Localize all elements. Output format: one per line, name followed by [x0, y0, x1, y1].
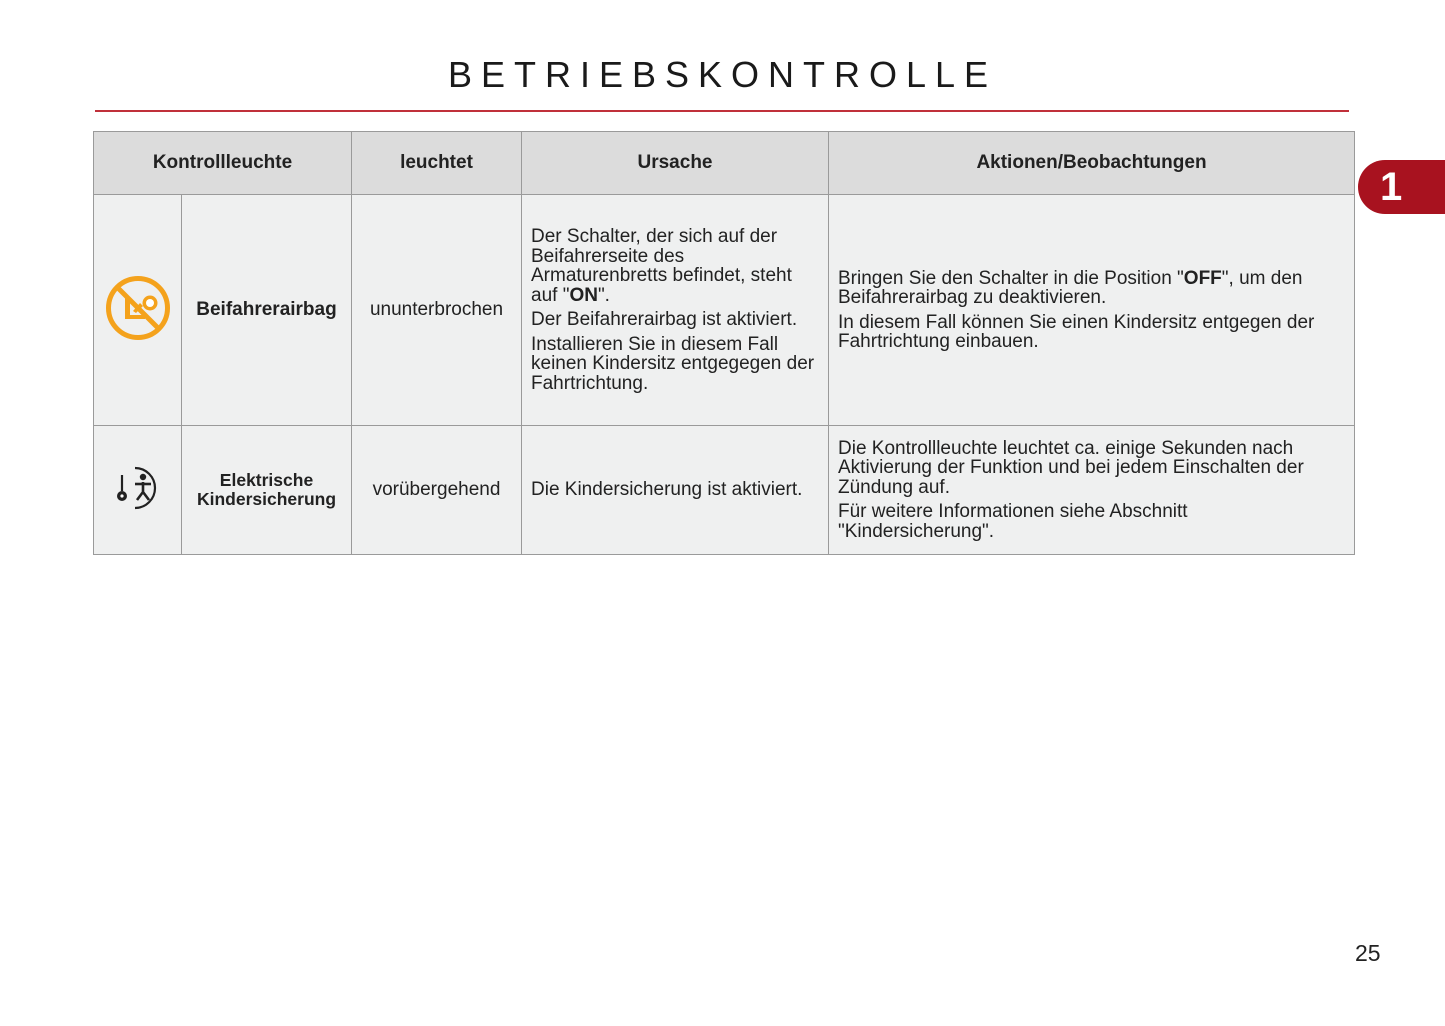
aktionen-paragraph: Bringen Sie den Schalter in die Position "OFF", um den Beifahrerairbag zu deaktivieren.: [838, 267, 1303, 308]
aktionen-paragraph: In diesem Fall können Sie einen Kindersitz entgegen der Fahrtrichtung einbauen.: [838, 311, 1315, 352]
ursache-cell: [522, 426, 829, 555]
aktionen-paragraph: Für weitere Informationen siehe Abschnitt "Kindersicherung".: [838, 501, 1188, 542]
airbag-off-icon: [105, 275, 171, 341]
warning-name: Beifahrerairbag: [182, 195, 352, 426]
chapter-number: 1: [1380, 164, 1403, 209]
warning-name: Elektrische Kindersicherung: [182, 426, 352, 555]
table-row: [94, 195, 1355, 426]
title-divider: [95, 110, 1349, 112]
header-kontrollleuchte: Kontrollleuchte: [94, 132, 352, 195]
warning-light-table: [93, 131, 1355, 555]
table-row: [94, 426, 1355, 555]
ursache-cell: [522, 195, 829, 426]
icon-cell: [94, 426, 182, 555]
ursache-paragraph: Der Schalter, der sich auf der Beifahrerseite des Armaturenbretts befindet, steht auf "ON".: [531, 226, 792, 306]
switch-on-label: ON: [569, 284, 598, 306]
leuchtet-value: ununterbrochen: [352, 195, 522, 426]
header-aktionen: Aktionen/Beobachtungen: [829, 132, 1355, 195]
chapter-tab[interactable]: [1358, 160, 1445, 214]
ursache-paragraph: Die Kindersicherung ist aktiviert.: [531, 479, 803, 501]
aktionen-cell: [829, 195, 1355, 426]
ursache-paragraph: Der Beifahrerairbag ist aktiviert.: [531, 309, 798, 330]
switch-off-label: OFF: [1183, 267, 1222, 289]
child-lock-icon: [113, 463, 163, 513]
aktionen-paragraph: Die Kontrollleuchte leuchtet ca. einige Sekunden nach Aktivierung der Funktion und bei jedem Einschalten der Zündung auf.: [838, 437, 1304, 498]
ursache-paragraph: Installieren Sie in diesem Fall keinen Kindersitz entgegegen der Fahrtrichtung.: [531, 333, 815, 394]
header-leuchtet: leuchtet: [352, 132, 522, 195]
header-ursache: Ursache: [522, 132, 829, 195]
icon-cell: [94, 195, 182, 426]
page-number: 25: [1355, 940, 1381, 966]
leuchtet-value: vorübergehend: [352, 426, 522, 555]
aktionen-cell: [829, 426, 1355, 555]
page-title: BETRIEBSKONTROLLE: [447, 54, 998, 95]
table-header-row: [94, 132, 1355, 195]
